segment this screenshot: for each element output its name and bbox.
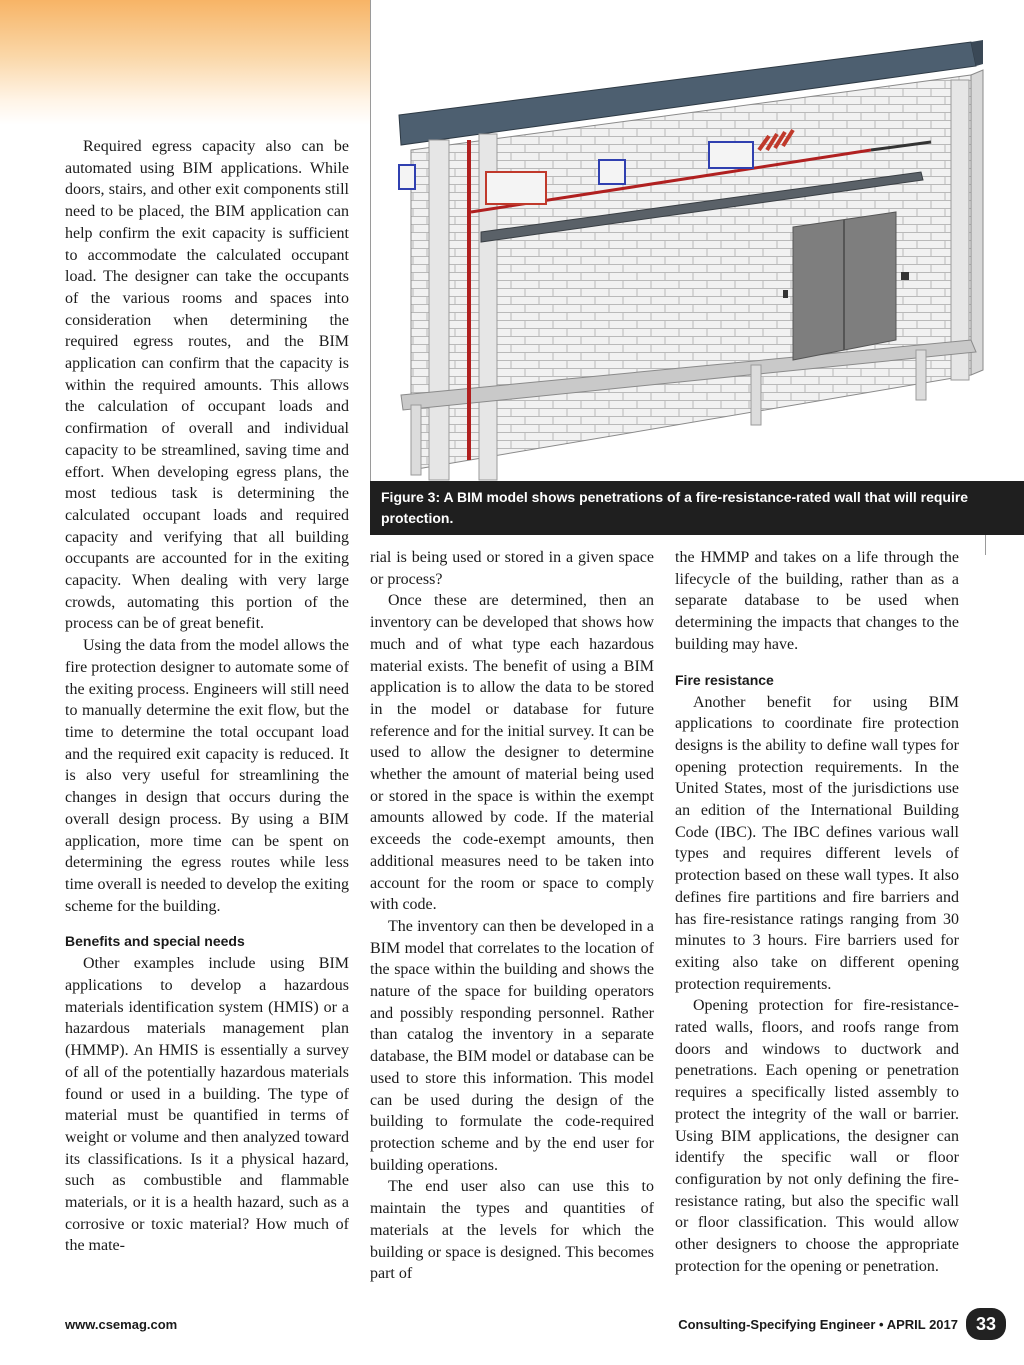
- paragraph: rial is being used or stored in a given space or process?: [370, 549, 654, 588]
- bim-wall-model-illustration: [371, 0, 1024, 535]
- column-1: [65, 136, 349, 1257]
- footer-publication: Consulting-Specifying Engineer • APRIL 2017: [678, 1317, 958, 1332]
- paragraph: Required egress capacity also can be automated using BIM applications. While doors, stairs, and other exit components still need to be placed, the BIM application can help confirm the exit capacity is sufficient to accommodate the calculated occupant load. The designer can take the occupants of the various rooms and spaces into consideration when determining the required egress routes, and the BIM application can confirm that the capacity is within the required amounts. This allows the calculation of occupant loads and confirmation of overall and individual capacity to be streamlined, saving time and effort. When developing egress plans, the most tedious task is determining the calculated occupant loads and required capacity and verifying that all building occupants are accounted for in the exiting capacity. When dealing with very large crowds, automating this portion of the process can be of great benefit.: [65, 138, 349, 633]
- footer-website: www.csemag.com: [65, 1317, 178, 1332]
- paragraph: Another benefit for using BIM applications to coordinate fire protection designs is the ability to define wall types for opening protection requirements. In the United States, most of the jurisdictions use an edition of the International Building Code (IBC). The IBC defines various wall types and requires different levels of protection based on these wall types. It also defines fire partitions and fire barriers and has fire-resistance ratings ranging from 30 minutes to 3 hours. Fire barriers used for exiting also take on different opening protection requirements.: [675, 693, 959, 993]
- paragraph: Using the data from the model allows the fire protection designer to automate some of the exiting process. Engineers will still need to manually determine the exit flow, but the time to determine the total occupant load and the required exit capacity is reduced. It is also very useful for streamlining the changes in design that occurs during the overall design process. By using a BIM application, more time can be spent on determining the egress routes while less time overall is needed to develop the exiting scheme for the building.: [65, 637, 349, 915]
- figure-3: [370, 0, 1024, 535]
- caption-divider: [985, 535, 986, 555]
- figure-caption: Figure 3: A BIM model shows penetrations of a fire-resistance-rated wall that will require protection.: [370, 481, 1024, 535]
- column-2: [370, 547, 654, 1285]
- paragraph: Once these are determined, then an inventory can be developed that shows how much and of what type each hazardous material exists. The benefit of using a BIM application is to allow the data to be stored in the model or database for future reference and for the initial survey. It can be used to allow the designer to determine whether the amount of material being used or stored in the space is within the exempt amounts allowed by code. If the material exceeds the code-exempt amounts, then additional measures need to be taken into account for the room or space to comply with code.: [370, 592, 654, 914]
- page-number: 33: [966, 1308, 1006, 1340]
- paragraph: The inventory can then be developed in a BIM model that correlates to the location of the space within the building and shows the nature of the space for building operators and possibly responding personnel. Rather than catalog the inventory in a separate database, the BIM model or database can be used to store this information. This model can be used during the design of the building to formulate the code-required protection scheme and by the end user for building operations.: [370, 917, 654, 1174]
- paragraph: The end user also can use this to maintain the types and quantities of materials at the levels for which the building or space is designed. This becomes part of: [370, 1178, 654, 1283]
- orange-corner-accent: [0, 0, 370, 125]
- column-3: [675, 547, 959, 1278]
- paragraph: Opening protection for fire-resistance-rated walls, floors, and roofs range from doors and windows to ductwork and penetrations. Each opening or penetration requires a specifically listed assembly to protect the integrity of the wall or barrier. Using BIM applications, the designer can identify the specific wall or floor configuration by not only defining the fire-resistance rating, but also the specific wall or floor classification. This would allow other designers to choose the appropriate protection for the opening or penetration.: [675, 997, 959, 1275]
- section-heading-fire-resistance: Fire resistance: [675, 671, 774, 688]
- paragraph: the HMMP and takes on a life through the lifecycle of the building, rather than as a separate database to be used when determining the impacts that changes to the building may have.: [675, 549, 959, 653]
- paragraph: Other examples include using BIM applications to develop a hazardous materials identification system (HMIS) or a hazardous materials management plan (HMMP). An HMIS is essentially a survey of all of the potentially hazardous materials found or used in a building. The type of material must be quantified in terms of weight or volume and then analyzed toward its classifications. Is it a physical hazard, such as combustible and flammable materials, or it is a health hazard, such as a corrosive or toxic material? How much of the mate-: [65, 955, 349, 1255]
- section-heading-benefits: Benefits and special needs: [65, 933, 245, 950]
